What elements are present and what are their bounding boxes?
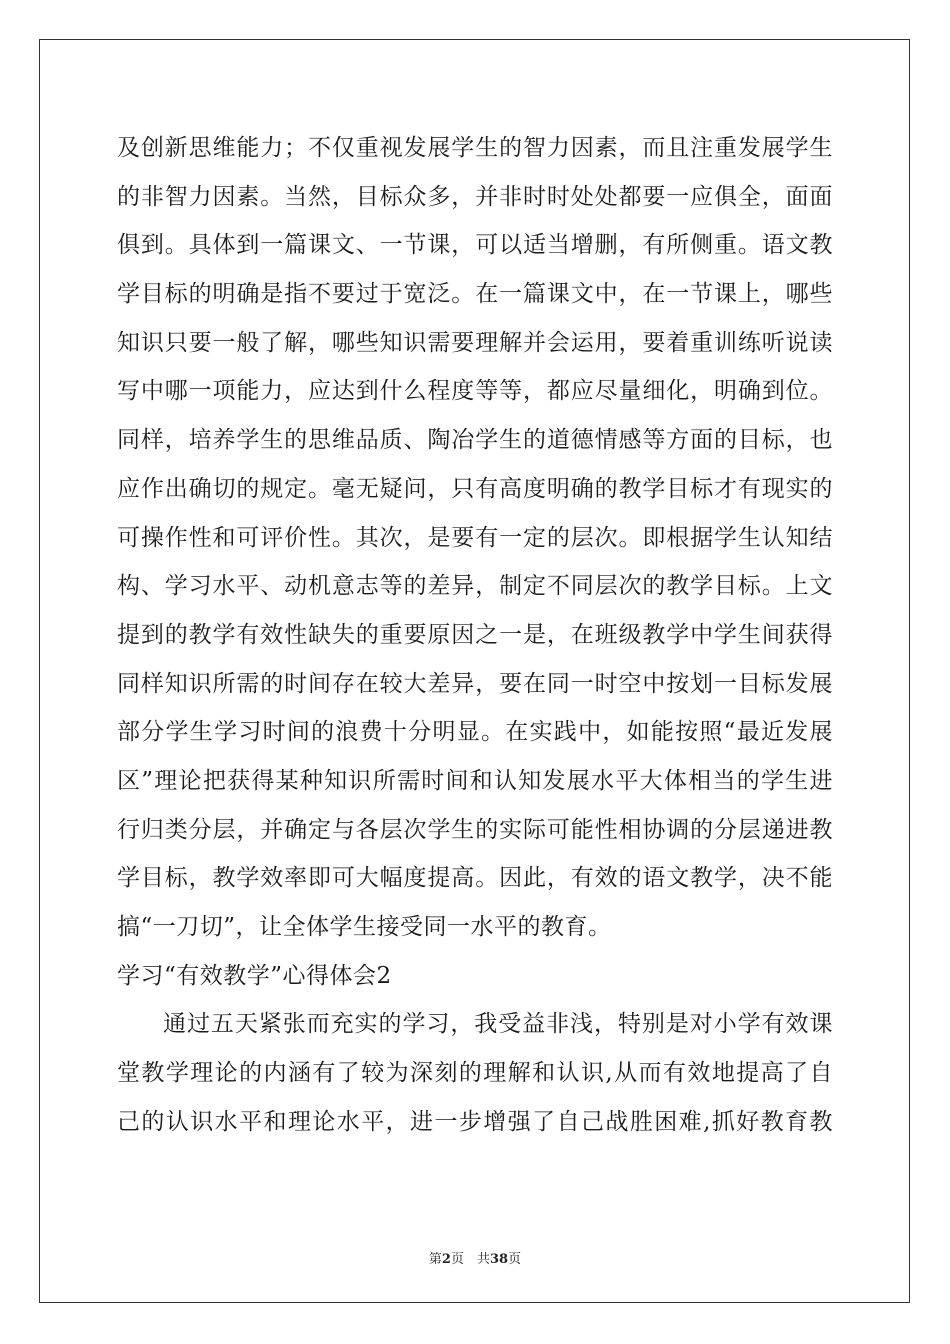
page-prefix: 第 [428,1252,442,1267]
text-line: 及创新思维能力；不仅重视发展学生的智力因素，而且注重发展学生 [117,135,833,161]
text-line: 同样，培养学生的思维品质、陶冶学生的道德情感等方面的目标，也 [117,427,833,454]
text-line: 行归类分层，并确定与各层次学生的实际可能性相协调的分层递进教 [117,816,833,843]
section-heading: 学习“有效教学”心得体会2 [117,962,392,989]
text-line: 学目标的明确是指不要过于宽泛。在一篇课文中，在一节课上，哪些 [117,281,833,308]
paragraph [117,124,833,952]
text-line: 提到的教学有效性缺失的重要原因之一是，在班级教学中学生间获得 [117,621,833,648]
text-line: 通过五天紧张而充实的学习，我受益非浅，特别是对小学有效课 [163,1011,833,1038]
text-line: 的非智力因素。当然，目标众多，并非时时处处都要一应俱全，面面 [117,183,833,210]
total-pages-number: 38 [489,1252,509,1267]
text-line: 部分学生学习时间的浪费十分明显。在实践中，如能按照“最近发展 [117,719,833,746]
document-body [117,124,833,1146]
page-mid: 页 共 [450,1252,490,1267]
text-line: 学目标，教学效率即可大幅度提高。因此，有效的语文教学，决不能 [117,865,833,892]
text-line: 写中哪一项能力，应达到什么程度等等，都应尽量细化，明确到位。 [117,378,833,405]
page-footer [0,1248,950,1267]
text-line: 构、学习水平、动机意志等的差异，制定不同层次的教学目标。上文 [117,573,833,600]
text-line: 知识只要一般了解，哪些知识需要理解并会运用，要着重训练听说读 [117,329,833,356]
current-page-number: 2 [441,1252,451,1267]
text-line: 搞“一刀切”，让全体学生接受同一水平的教育。 [117,914,612,940]
text-line: 同样知识所需的时间存在较大差异，要在同一时空中按划一目标发展 [117,670,833,697]
text-line: 应作出确切的规定。毫无疑问，只有高度明确的教学目标才有现实的 [117,475,833,502]
text-line: 堂教学理论的内涵有了较为深刻的理解和认识,从而有效地提高了自 [117,1060,833,1087]
paragraph [117,1000,833,1146]
text-line: 可操作性和可评价性。其次，是要有一定的层次。即根据学生认知结 [117,524,833,551]
page-suffix: 页 [508,1252,522,1267]
text-line: 己的认识水平和理论水平，进一步增强了自己战胜困难,抓好教育教 [117,1108,833,1135]
text-line: 区”理论把获得某种知识所需时间和认知发展水平大体相当的学生进 [117,767,833,794]
text-line: 俱到。具体到一篇课文、一节课，可以适当增删，有所侧重。语文教 [117,232,833,259]
